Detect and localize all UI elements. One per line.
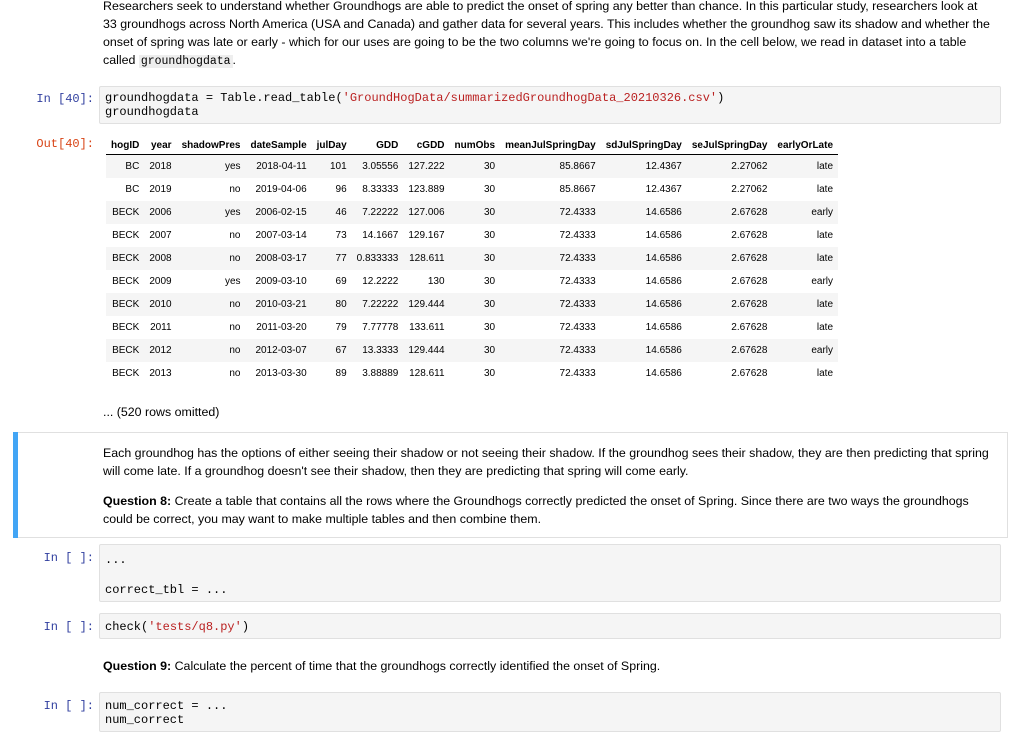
cell-check-code-input[interactable] (99, 613, 1001, 639)
column-header: cGDD (403, 136, 449, 155)
intro-markdown (103, 0, 993, 71)
table-cell: 72.4333 (559, 345, 596, 356)
table-header-row (106, 136, 838, 155)
table-cell: BC (125, 161, 140, 172)
table-cell: late (816, 368, 834, 379)
table-cell: BECK (112, 276, 140, 287)
table-cell: 12.4367 (645, 161, 682, 172)
column-header: shadowPres (177, 136, 246, 155)
table-cell: 30 (483, 276, 496, 287)
table-cell: 2009 (149, 276, 172, 287)
table-cell: 2019 (149, 184, 172, 195)
table-cell: 2008 (149, 253, 172, 264)
table-cell: 127.222 (408, 161, 445, 172)
table-cell: late (816, 253, 834, 264)
table-row (106, 155, 838, 179)
question9-text: Calculate the percent of time that the groundhogs correctly identified the onset of Spring. (171, 659, 661, 673)
table-cell: 2.27062 (731, 161, 768, 172)
table-cell: early (811, 276, 834, 287)
table-cell: 96 (335, 184, 347, 195)
table-cell: late (816, 230, 834, 241)
table-cell: 72.4333 (559, 276, 596, 287)
table-cell: yes (224, 207, 241, 218)
table-cell: 2010-03-21 (255, 299, 307, 310)
table-cell: 30 (483, 368, 496, 379)
table-cell: 2012 (149, 345, 172, 356)
table-row (106, 247, 838, 270)
table-cell: 79 (335, 322, 347, 333)
table-cell: no (229, 322, 241, 333)
cell40-in-prompt: In [40]: (36, 92, 94, 106)
table-cell: 128.611 (409, 253, 445, 264)
table-cell: 85.8667 (559, 161, 596, 172)
cell-q8-code-input[interactable] (99, 544, 1001, 602)
table-cell: 72.4333 (559, 230, 596, 241)
cell40-code-line1 (105, 91, 995, 105)
table-cell: late (816, 299, 834, 310)
cell-q8-line3: correct_tbl = ... (105, 583, 228, 597)
table-cell: no (229, 345, 241, 356)
table-cell: no (229, 299, 241, 310)
table-cell: 128.611 (409, 368, 445, 379)
explain-paragraph: Each groundhog has the options of either seeing their shadow or not seeing their shadow. If the groundhog sees their shadow, they are then predicting that spring will come late. If a groundhog doesn't see their shadow, then they are predicting that spring will come early. (103, 446, 989, 478)
table-cell: late (816, 161, 834, 172)
table-row (106, 270, 838, 293)
table-cell: 2.67628 (731, 299, 768, 310)
table-cell: BECK (112, 299, 140, 310)
table-cell: 46 (335, 207, 347, 218)
table-cell: 30 (483, 230, 496, 241)
table-row (106, 316, 838, 339)
table-cell: 12.2222 (362, 276, 399, 287)
table-cell: 2012-03-07 (255, 345, 307, 356)
table-cell: 2018-04-11 (256, 161, 307, 172)
table-row (106, 362, 838, 385)
table-cell: 80 (335, 299, 347, 310)
table-cell: 2013 (149, 368, 172, 379)
cell-q9-prompt: In [ ]: (43, 699, 94, 713)
table-cell: 2.27062 (731, 184, 768, 195)
table-cell: 72.4333 (559, 368, 596, 379)
table-cell: late (816, 322, 834, 333)
table-row (106, 178, 838, 201)
table-cell: 129.444 (408, 299, 445, 310)
table-cell: 2019-04-06 (255, 184, 307, 195)
table-cell: 2013-03-30 (255, 368, 307, 379)
table-cell: 123.889 (408, 184, 445, 195)
table-cell: 85.8667 (559, 184, 596, 195)
table-cell: 69 (335, 276, 347, 287)
table-cell: early (811, 345, 834, 356)
table-cell: 2009-03-10 (255, 276, 307, 287)
code-text: check( (105, 620, 149, 634)
table-cell: late (816, 184, 834, 195)
table-cell: 2007 (149, 230, 172, 241)
code-text: ) (717, 91, 725, 105)
cell40-code-input[interactable] (99, 86, 1001, 124)
table-row (106, 339, 838, 362)
code-string: 'tests/q8.py' (148, 620, 242, 634)
cell-check-prompt: In [ ]: (43, 620, 94, 634)
table-cell: 14.6586 (645, 230, 682, 241)
intro-text: Researchers seek to understand whether Groundhogs are able to predict the onset of spring any better than chance. In this particular study, researchers look at 33 groundhogs across North America (USA and Canada) and gather data for several years. This includes whether the groundhog saw its shadow and whether the onset of spring was late or early - which for our uses are going to be the two columns we're going to focus on. In the cell below, we read in dataset into a table called (103, 0, 990, 67)
question9-label: Question 9: (103, 659, 172, 673)
explain-markdown (103, 444, 993, 528)
column-header: sdJulSpringDay (601, 136, 687, 155)
table-cell: 2008-03-17 (255, 253, 307, 264)
table-cell: 101 (329, 161, 347, 172)
table-cell: 12.4367 (645, 184, 682, 195)
code-text: groundhogdata = Table.read_table( (105, 91, 343, 105)
table-cell: 7.77778 (362, 322, 399, 333)
cell40-out-prompt: Out[40]: (36, 137, 94, 151)
column-header: meanJulSpringDay (500, 136, 601, 155)
table-cell: 2011-03-20 (256, 322, 307, 333)
table-cell: 14.1667 (362, 230, 399, 241)
table-cell: 72.4333 (559, 253, 596, 264)
table-cell: no (229, 368, 241, 379)
table-cell: 73 (335, 230, 347, 241)
column-header: seJulSpringDay (687, 136, 773, 155)
question9-markdown (103, 657, 993, 675)
table-cell: 72.4333 (559, 322, 596, 333)
table-cell: 2.67628 (731, 345, 768, 356)
table-cell: BECK (112, 230, 140, 241)
table-cell: BC (125, 184, 140, 195)
table-cell: no (229, 253, 241, 264)
table-row (106, 293, 838, 316)
table-cell: 129.444 (408, 345, 445, 356)
column-header: GDD (352, 136, 404, 155)
table-cell: 13.3333 (362, 345, 399, 356)
column-header: earlyOrLate (772, 136, 838, 155)
question8-label: Question 8: (103, 494, 172, 508)
table-cell: 30 (483, 253, 496, 264)
table-cell: 2006-02-15 (255, 207, 307, 218)
intro-end: . (232, 53, 236, 67)
table-cell: 14.6586 (645, 276, 682, 287)
question8-text: Create a table that contains all the rows where the Groundhogs correctly predicted the onset of Spring. Since there are two ways the groundhogs could be correct, you may want to make multiple tables and then combine them. (103, 494, 969, 526)
table-cell: no (229, 184, 241, 195)
table-cell: 2.67628 (731, 230, 768, 241)
table-cell: BECK (112, 253, 140, 264)
cell-q9-line2: num_correct (105, 713, 185, 727)
cell-check-line (105, 620, 995, 634)
cell-q8-prompt: In [ ]: (43, 551, 94, 565)
table-cell: yes (224, 161, 241, 172)
table-cell: 30 (483, 161, 496, 172)
rows-omitted: ... (520 rows omitted) (103, 405, 220, 419)
table-cell: 14.6586 (645, 322, 682, 333)
table-cell: 2007-03-14 (255, 230, 307, 241)
table-cell: 2011 (150, 322, 172, 333)
table-cell: 30 (483, 322, 496, 333)
groundhog-table (106, 136, 838, 385)
column-header: dateSample (246, 136, 312, 155)
table-cell: 30 (483, 184, 496, 195)
table-cell: 72.4333 (559, 299, 596, 310)
table-cell: BECK (112, 207, 140, 218)
table-cell: 7.22222 (362, 299, 399, 310)
table-cell: 14.6586 (645, 368, 682, 379)
table-cell: 0.833333 (356, 253, 399, 264)
table-cell: 2006 (149, 207, 172, 218)
cell-q9-line1: num_correct = ... (105, 699, 228, 713)
table-cell: BECK (112, 368, 140, 379)
table-cell: 89 (335, 368, 347, 379)
column-header: hogID (106, 136, 144, 155)
table-cell: 2.67628 (731, 322, 768, 333)
table-cell: yes (224, 276, 241, 287)
table-cell: 129.167 (408, 230, 445, 241)
table-cell: 14.6586 (645, 253, 682, 264)
table-cell: 2.67628 (731, 207, 768, 218)
table-cell: no (229, 230, 241, 241)
cell-q9-code-input[interactable] (99, 692, 1001, 732)
table-cell: 130 (427, 276, 445, 287)
cell40-code-line2: groundhogdata (105, 105, 199, 119)
table-cell: 3.88889 (362, 368, 399, 379)
table-cell: 127.006 (408, 207, 445, 218)
table-cell: 30 (483, 207, 496, 218)
table-cell: 77 (335, 253, 347, 264)
table-cell: 2.67628 (731, 368, 768, 379)
table-cell: 2010 (149, 299, 172, 310)
table-cell: 2.67628 (731, 253, 768, 264)
table-cell: 133.611 (409, 322, 445, 333)
table-cell: 8.33333 (362, 184, 399, 195)
table-cell: 3.05556 (362, 161, 399, 172)
column-header: numObs (450, 136, 501, 155)
code-string: 'GroundHogData/summarizedGroundhogData_20210326.csv' (342, 91, 718, 105)
cell-q8-line2 (105, 567, 995, 581)
table-row (106, 201, 838, 224)
column-header: julDay (312, 136, 352, 155)
code-text: ) (241, 620, 250, 634)
table-row (106, 224, 838, 247)
column-header: year (144, 136, 176, 155)
table-cell: 7.22222 (362, 207, 399, 218)
table-cell: 14.6586 (645, 299, 682, 310)
table-cell: 30 (483, 345, 496, 356)
table-cell: 72.4333 (559, 207, 596, 218)
table-cell: 14.6586 (645, 345, 682, 356)
table-cell: 2.67628 (731, 276, 768, 287)
table-cell: 30 (483, 299, 496, 310)
table-cell: early (811, 207, 834, 218)
inline-code-groundhogdata: groundhogdata (140, 55, 231, 68)
cell-q8-line1: ... (105, 553, 127, 567)
table-cell: BECK (112, 345, 140, 356)
table-body (106, 155, 838, 386)
table-cell: 67 (335, 345, 347, 356)
question8-paragraph (103, 492, 993, 528)
table-cell: 14.6586 (645, 207, 682, 218)
table-cell: BECK (112, 322, 140, 333)
table-cell: 2018 (149, 161, 172, 172)
